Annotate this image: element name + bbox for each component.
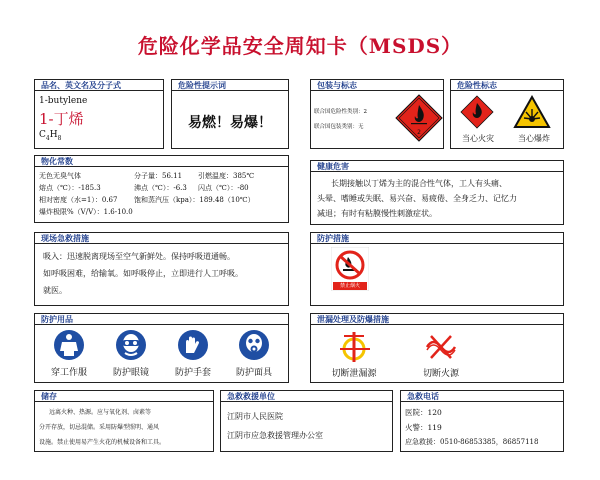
properties-section: [34, 155, 289, 223]
first-aid-line: 吸入：迅速脱离现场至空气新鲜处。保持呼吸道通畅。: [43, 252, 235, 261]
rescue-unit-text: [227, 407, 323, 445]
emergency-line: 应急救援：0510-86853385，86857118: [405, 438, 539, 446]
name-section: [34, 79, 164, 149]
leak-header: 泄漏处理及防爆措施: [311, 314, 563, 325]
rescue-unit-header: 急救救援单位: [221, 391, 392, 402]
storage-line: 分开存放，切忌混储。采用防爆型照明、通风: [39, 424, 160, 431]
property-cell: 相对密度（水=1）：0.67: [39, 196, 118, 204]
warning-section: [171, 79, 289, 149]
property-cell: 爆炸极限%（V/V）：1.6-10.0: [39, 208, 133, 216]
explosion-warning-label: 当心爆炸: [518, 134, 550, 143]
leak-label: 切断泄漏源: [331, 369, 377, 379]
formula-h-sub: 8: [57, 134, 62, 142]
health-hazard-header: 健康危害: [311, 161, 563, 172]
emergency-header: 急救电话: [401, 391, 563, 402]
packaging-section-header: 包装与标志: [311, 80, 443, 91]
properties-header: 物化常数: [35, 156, 288, 167]
warning-section-header: 危险性提示词: [172, 80, 288, 91]
first-aid-section: [34, 232, 289, 306]
storage-section: [34, 390, 214, 452]
hazard-marks-section: [450, 79, 564, 149]
warning-text: 易燃！易爆！: [188, 115, 272, 131]
storage-line: 设施。禁止使用易产生火花的机械设备和工具。: [39, 439, 166, 446]
property-cell: 分子量：56.11: [134, 172, 183, 180]
cut-leak-icon: [336, 330, 372, 364]
property-cell: 引燃温度：385℃: [198, 172, 255, 180]
gas-mask-icon: [238, 329, 270, 361]
property-cell: 熔点（℃）：-185.3: [39, 184, 101, 192]
leak-section: [310, 313, 564, 383]
property-cell: 饱和蒸汽压（kpa）：189.48（10℃）: [134, 196, 255, 204]
emergency-line: 火警：119: [405, 423, 442, 432]
protection-section: [310, 232, 564, 306]
health-line: 减退；有时有粘膜慢性刺激症状。: [317, 209, 437, 218]
first-aid-line: 就医。: [43, 286, 67, 295]
health-line: 头晕、嗜睡或失眠、易兴奋、易疲倦、全身乏力、记忆力: [317, 194, 517, 203]
emergency-section: [400, 390, 564, 452]
emergency-line: 医院：120: [405, 408, 442, 417]
protection-header: 防护措施: [311, 233, 563, 244]
fire-warning-label: 当心火灾: [462, 134, 494, 143]
first-aid-header: 现场急救措施: [35, 233, 288, 244]
ppe-header: 防护用品: [35, 314, 288, 325]
properties-row: [39, 194, 289, 206]
ppe-section: [34, 313, 289, 383]
properties-row: [39, 206, 289, 218]
gloves-icon: [177, 329, 209, 361]
properties-row: [39, 170, 289, 182]
explosion-warning-icon: [513, 95, 551, 129]
flammable-gas-diamond-icon: [395, 94, 443, 142]
rescue-unit-line: 江阴市应急救援管理办公室: [227, 431, 323, 440]
no-fire-sign-label: 禁止烟火: [339, 283, 360, 289]
page-title: 危险化学品安全周知卡（MSDS）: [137, 34, 463, 58]
formula-h: H: [49, 130, 58, 140]
cut-fire-source-icon: [421, 332, 461, 362]
rescue-unit-line: 江阴市人民医院: [227, 412, 283, 421]
goggles-icon: [115, 329, 147, 361]
first-aid-line: 如呼吸困难，给输氧。如呼吸停止，立即进行人工呼吸。: [43, 269, 243, 278]
chinese-name: 1-丁烯: [39, 110, 84, 128]
properties-table: [39, 170, 289, 218]
molecular-formula: [39, 130, 61, 142]
property-cell: 沸点（℃）：-6.3: [134, 184, 187, 192]
ppe-label: 防护眼镜: [112, 368, 149, 378]
storage-text: [39, 405, 165, 450]
storage-header: 储存: [35, 391, 213, 402]
properties-row: [39, 182, 289, 194]
workwear-icon: [53, 329, 85, 361]
ppe-label: 防护手套: [174, 368, 211, 378]
formula-c-sub: 4: [45, 134, 50, 142]
storage-line: 远离火种、热源。应与氧化剂、卤素等: [49, 409, 152, 416]
health-line: 长期接触以丁烯为主的混合性气体，工人有头痛、: [331, 179, 507, 188]
fire-warning-icon: [460, 95, 494, 129]
rescue-unit-section: [220, 390, 393, 452]
health-hazard-text: [317, 176, 517, 221]
emergency-text: [405, 405, 538, 450]
name-section-header: 品名、英文名及分子式: [35, 80, 163, 91]
health-hazard-section: [310, 160, 564, 225]
un-class-line: 联合国危险性类别：2: [314, 109, 367, 115]
property-cell: 闪点（℃）：-80: [198, 184, 249, 192]
property-cell: 无色无臭气体: [39, 172, 81, 180]
ppe-label: 防护面具: [235, 368, 272, 378]
english-name: 1-butylene: [39, 96, 88, 106]
ppe-label: 穿工作服: [50, 368, 87, 378]
hazard-marks-header: 危险性标志: [451, 80, 563, 91]
packaging-section: [310, 79, 444, 149]
un-pack-line: 联合国包装类别：无: [314, 124, 364, 130]
first-aid-text: [43, 248, 243, 299]
leak-label: 切断火源: [422, 369, 459, 379]
diamond-number: 2: [417, 129, 421, 136]
formula-c: C: [39, 130, 46, 140]
